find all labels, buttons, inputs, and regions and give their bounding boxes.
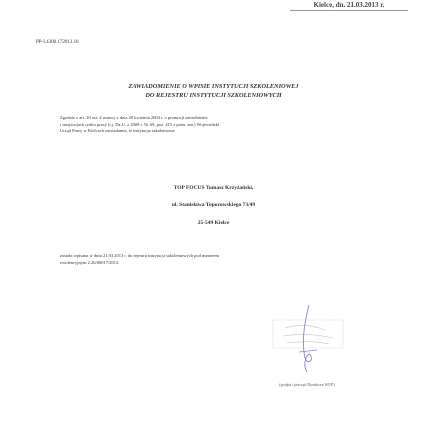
registration-line-2: ewidencyjnym 2.26/00017/2013.: [60, 259, 120, 265]
institution-city: 25-549 Kielce: [197, 220, 230, 226]
registration-line-1: została wpisana w dniu 21.03.2013 r. do rejestru instytucji szkoleniowych pod numerem: [60, 253, 219, 258]
intro-line-3: Urząd Pracy w Kielcach zawiadamia, iż instytucja szkoleniowa:: [60, 128, 176, 133]
intro-line-1: Zgodnie z art. 20 ust. 4 ustawy z dnia 20 kwietnia 2004 r. o promocji zatrudnienia: [60, 115, 208, 120]
intro-line-2: i instytucjach rynku pracy (t.j. Dz.U. z 2008 r. Nr 69, poz. 415 z późn. zm.) Wojewódzki: [60, 121, 220, 127]
intro-paragraph: [60, 115, 380, 135]
institution-street: ul. Stanisława Toporowskiego 73/49: [171, 202, 256, 208]
reference-number: PP-I.4300.172013.18: [36, 40, 79, 45]
issue-date: Kielce, dn. 21.03.2013 r.: [290, 0, 408, 11]
institution-name: TOP FOCUS Tomasz Krzyżański,: [173, 185, 254, 191]
signature-caption: (podpis i pieczęć Dyrektora WUP): [279, 382, 335, 387]
registration-paragraph: [60, 253, 380, 266]
signature-stamp: [255, 300, 355, 380]
document-title-line-2: DO REJESTRU INSTYTUCJI SZKOLENIOWYCH: [145, 92, 282, 99]
document-title-line-1: ZAWIADOMIENIE O WPISIE INSTYTUCJI SZKOLENIOWEJ: [128, 83, 299, 90]
